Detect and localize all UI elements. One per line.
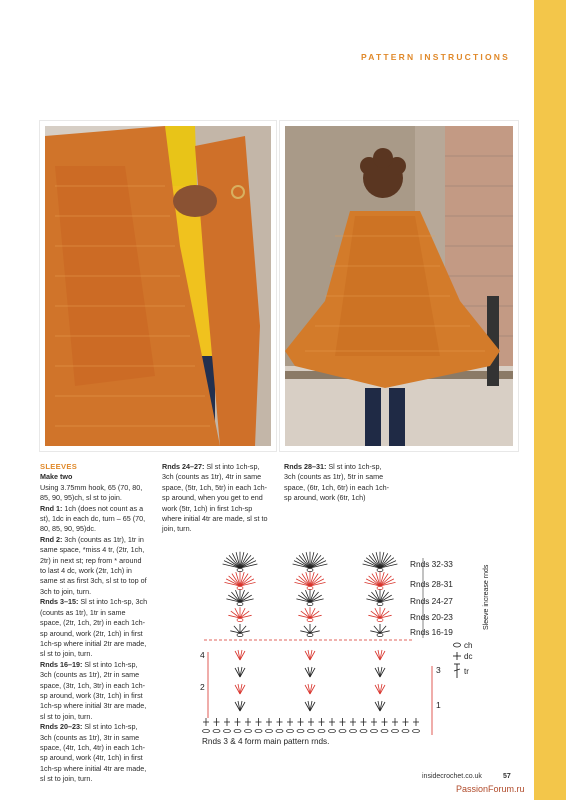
round-16-19: Rnds 16–19: Sl st into 1ch-sp, 3ch (counts as 1tr), 2tr in same space, (3tr, 1ch, 3tr) in each 1ch-sp around, work (3tr, 1ch) in first 1ch-sp where initial 3tr are made, sl st to join, turn. (40, 659, 147, 721)
chart-pattern-rows (203, 650, 420, 733)
tr-symbol (454, 664, 460, 678)
row-number-1: 1 (436, 700, 441, 710)
chart-foundation-stitch (255, 718, 262, 733)
intro-text: Using 3.75mm hook, 65 (70, 80, 85, 90, 95)ch, sl st to join. (40, 482, 143, 503)
chart-v-stitch (375, 650, 385, 660)
chart-foundation-stitch (224, 718, 231, 733)
round-label-32-33: Rnds 32-33 (410, 559, 453, 569)
chart-v-stitch (235, 650, 245, 660)
chart-foundation-stitch (381, 718, 388, 733)
chart-fan (228, 607, 251, 621)
legend-tr: tr (464, 667, 469, 676)
text-column-1 (40, 462, 148, 785)
round-label-24-27: Rnds 24-27 (410, 596, 453, 606)
chart-v-stitch (235, 667, 245, 677)
chart-v-stitch (375, 701, 385, 711)
round-2: Rnd 2: 3ch (counts as 1tr), 1tr in same space, *miss 4 tr, (2tr, 1ch, 2tr) in next st; rep from * around to last 4 dc, work (2tr, 1ch) in same st as first 3ch, sl st to top of 3ch to join, turn. (40, 534, 147, 596)
text-column-2 (162, 462, 270, 535)
cardigan-back-photo (280, 121, 518, 451)
chart-v-stitch (375, 684, 385, 694)
chart-foundation-stitch (329, 718, 336, 733)
chart-foundation-stitch (371, 718, 378, 733)
round-3-15: Rnds 3–15: Sl st into 1ch-sp, 3ch (counts as 1tr), 1tr in same space, (2tr, 1ch, 2tr) in each 1ch-sp around, work (2tr, 1ch) in first 1ch-sp where initial 2tr are made, sl st to join, turn. (40, 597, 148, 659)
crochet-stitch-chart (190, 540, 510, 750)
chart-v-stitch (235, 684, 245, 694)
round-label-20-23: Rnds 20-23 (410, 612, 453, 622)
dc-symbol (453, 652, 461, 660)
chart-foundation-stitch (266, 718, 273, 733)
chart-v-stitch (305, 701, 315, 711)
round-1: Rnd 1: 1ch (does not count as a st), 1dc in each dc, turn – 65 (70, 80, 85, 90, 95)dc. (40, 503, 146, 534)
chart-fan (368, 607, 391, 621)
chart-fan (223, 552, 258, 572)
chart-fan (230, 624, 249, 637)
chart-fan (296, 589, 323, 605)
chart-foundation-stitch (360, 718, 367, 733)
chart-fan (300, 624, 319, 637)
watermark-text: PassionForum.ru (456, 784, 525, 794)
round-20-23: Rnds 20–23: Sl st into 1ch-sp, 3ch (counts as 1tr), 3tr in same space, (4tr, 1ch, 4tr) in each 1ch-sp around, work (4tr, 1ch) in first 1ch-sp where initial 4tr are made, sl st to join, turn. (40, 722, 147, 784)
sleeve-increase-label: Sleeve increase rnds (483, 564, 490, 630)
chart-v-stitch (305, 650, 315, 660)
chart-v-stitch (305, 667, 315, 677)
chart-fan (225, 572, 256, 590)
footer-website: insidecrochet.co.uk (422, 773, 482, 780)
text-column-3 (284, 462, 392, 504)
chart-v-stitch (305, 684, 315, 694)
chart-v-stitch (375, 667, 385, 677)
chart-fan (226, 589, 253, 605)
chart-foundation-stitch (350, 718, 357, 733)
row-number-4: 4 (200, 650, 205, 660)
chart-foundation-stitch (213, 718, 220, 733)
row-number-2: 2 (200, 682, 205, 692)
chart-fan (365, 572, 396, 590)
chart-foundation-stitch (297, 718, 304, 733)
chart-foundation-stitch (413, 718, 420, 733)
chart-foundation-stitch (234, 718, 241, 733)
section-header: PATTERN INSTRUCTIONS (361, 52, 510, 62)
chart-foundation-stitch (245, 718, 252, 733)
chart-fan (370, 624, 389, 637)
chart-fan (293, 552, 328, 572)
chart-fan (366, 589, 393, 605)
legend-ch: ch (464, 641, 473, 650)
chart-foundation-stitch (339, 718, 346, 733)
cardigan-front-photo (40, 121, 276, 451)
row-number-3: 3 (436, 665, 441, 675)
chart-fans (223, 552, 398, 637)
section-title: SLEEVES (40, 462, 78, 471)
chart-foundation-stitch (402, 718, 409, 733)
chart-fan (298, 607, 321, 621)
chart-v-stitch (235, 701, 245, 711)
chart-fan (295, 572, 326, 590)
section-subtitle: Make two (40, 472, 73, 482)
legend-dc: dc (464, 652, 473, 661)
chart-foundation-stitch (318, 718, 325, 733)
page-number: 57 (503, 773, 511, 780)
chart-foundation-stitch (287, 718, 294, 733)
chart-caption: Rnds 3 & 4 form main pattern rnds. (202, 737, 330, 746)
chart-foundation-stitch (392, 718, 399, 733)
chart-foundation-stitch (203, 718, 210, 733)
chart-fan (363, 552, 398, 572)
chart-foundation-stitch (276, 718, 283, 733)
round-28-31: Rnds 28–31: Sl st into 1ch-sp, 3ch (counts as 1tr), 5tr in same space, (6tr, 1ch, 6tr) in each 1ch-sp around, work (6tr, 1ch) (284, 462, 390, 503)
round-label-28-31: Rnds 28-31 (410, 579, 453, 589)
round-24-27: Rnds 24–27: Sl st into 1ch-sp, 3ch (counts as 1tr), 4tr in same space, (5tr, 1ch, 5tr) in each 1ch-sp around, when you get to end work (5tr, 1ch) in first 1ch-sp where initial 4tr are made, sl st to join, turn. (162, 462, 268, 534)
round-label-16-19: Rnds 16-19 (410, 627, 453, 637)
yellow-border (534, 0, 566, 800)
chain-symbol (454, 643, 461, 647)
chart-foundation-stitch (308, 718, 315, 733)
